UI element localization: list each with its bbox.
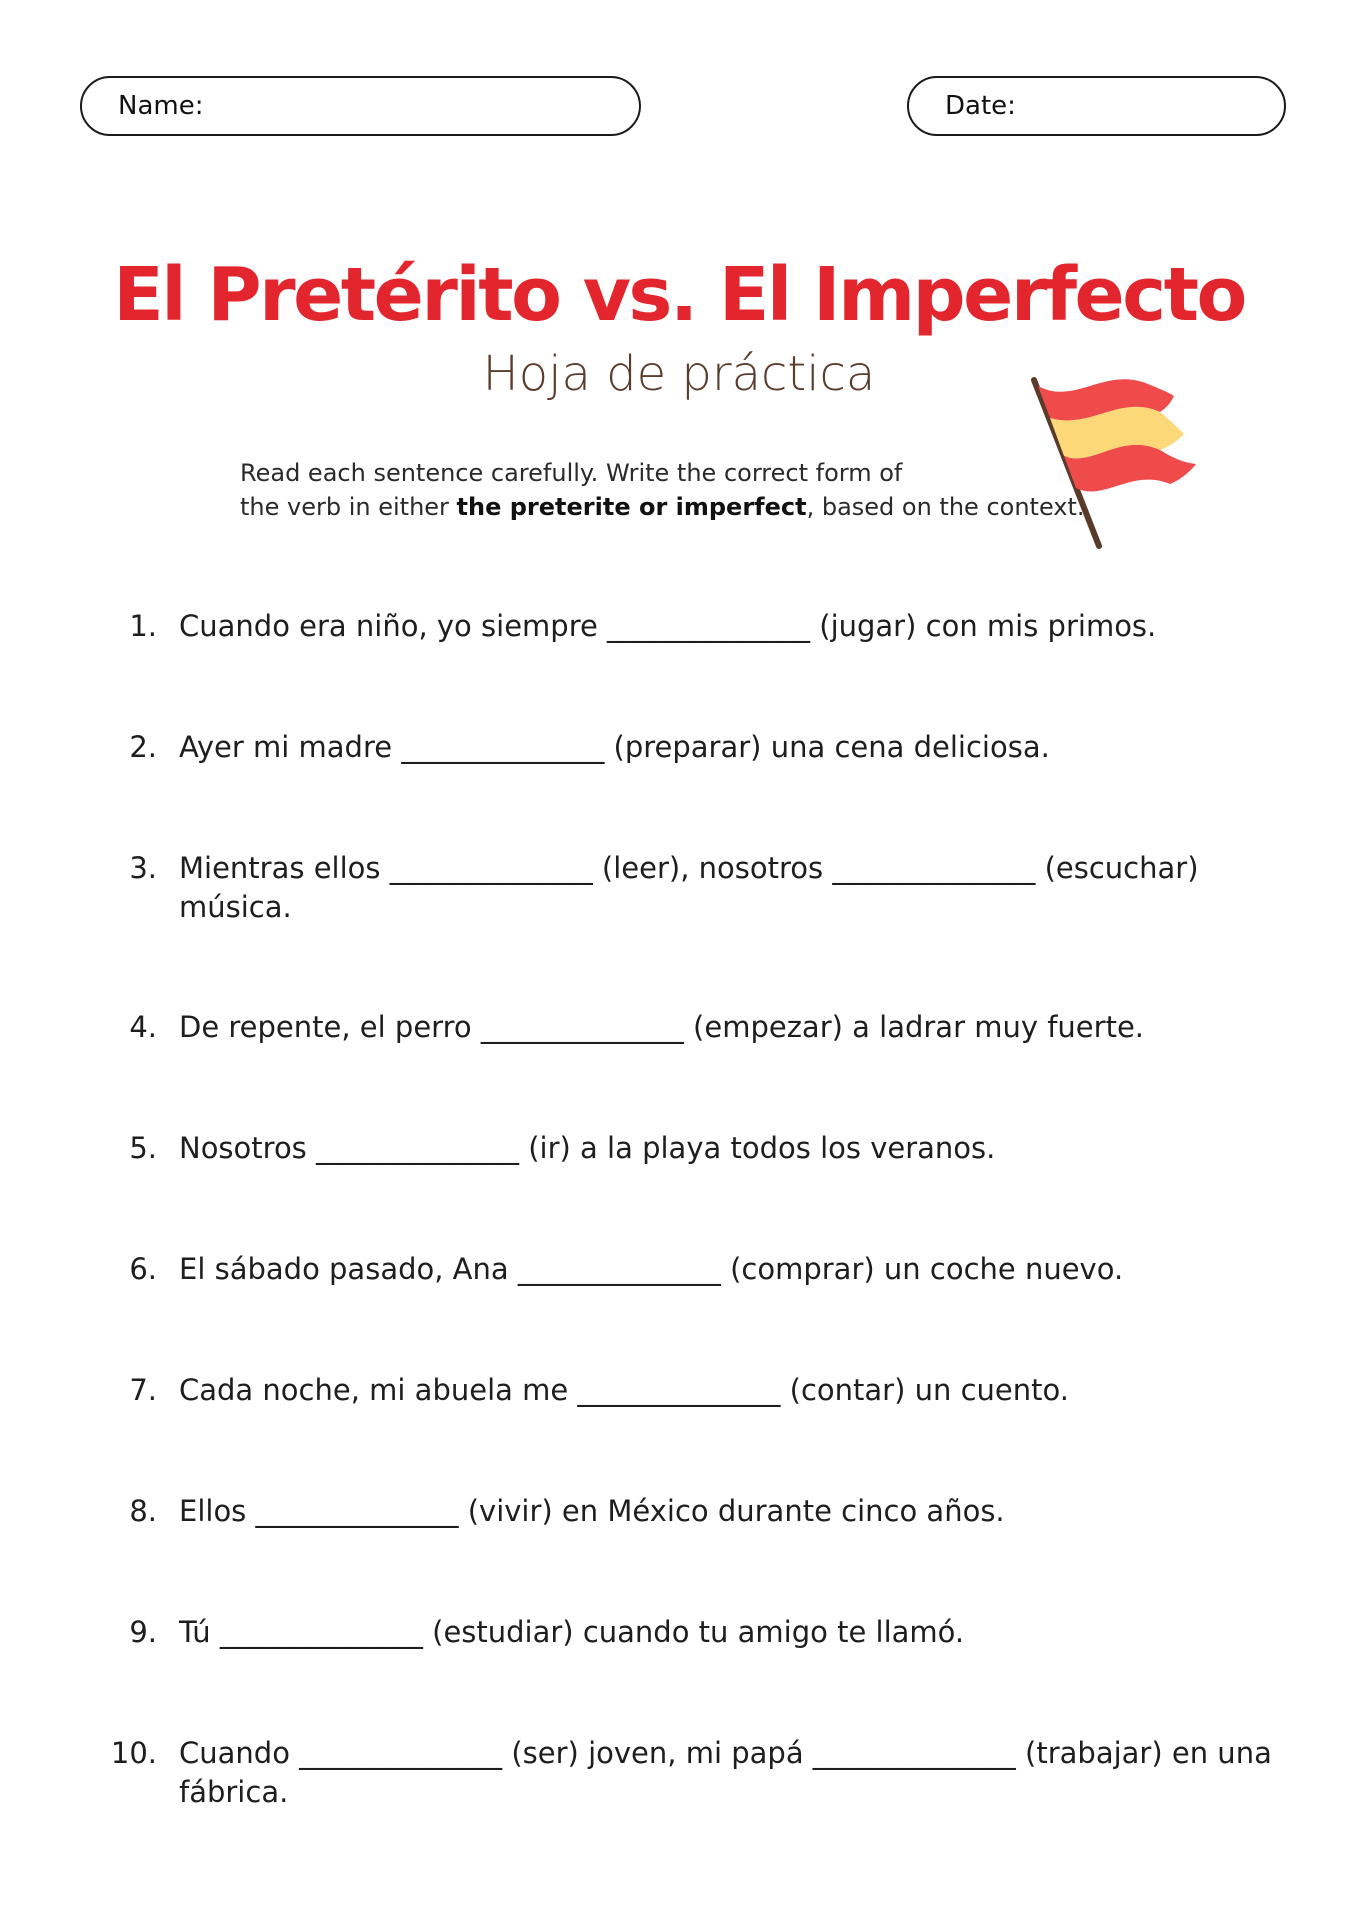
name-label: Name: [118, 91, 204, 121]
question-number: 2. [129, 730, 157, 764]
question-number: 10. [110, 1736, 157, 1770]
question-number: 7. [129, 1373, 157, 1407]
instructions-line-2 [240, 490, 1120, 524]
question-text: El sábado pasado, Ana ______________ (comprar) un coche nuevo. [179, 1252, 1124, 1286]
instructions [240, 456, 1120, 524]
name-field[interactable] [80, 76, 641, 136]
question-number: 6. [129, 1252, 157, 1286]
question-text: De repente, el perro ______________ (empezar) a ladrar muy fuerte. [179, 1010, 1145, 1044]
instructions-line-2-end: , based on the context. [806, 493, 1085, 521]
question-text: Mientras ellos ______________ (leer), nosotros ______________ (escuchar) música. [179, 851, 1199, 924]
question-text: Tú ______________ (estudiar) cuando tu amigo te llamó. [179, 1615, 965, 1649]
question-text: Cuando ______________ (ser) joven, mi papá ______________ (trabajar) en una fábrica. [179, 1736, 1272, 1809]
question-text: Cada noche, mi abuela me ______________ (contar) un cuento. [179, 1373, 1069, 1407]
question-text: Cuando era niño, yo siempre ______________ (jugar) con mis primos. [179, 609, 1157, 643]
page-subtitle: Hoja de práctica [482, 346, 876, 402]
question-text: Ayer mi madre ______________ (preparar) una cena deliciosa. [179, 730, 1050, 764]
instructions-line-2-start: the verb in either [240, 493, 457, 521]
date-field[interactable] [907, 76, 1286, 136]
question-number: 4. [129, 1010, 157, 1044]
question-number: 1. [129, 609, 157, 643]
question-text: Nosotros ______________ (ir) a la playa todos los veranos. [179, 1131, 996, 1165]
page-title: El Pretérito vs. El Imperfecto [113, 252, 1245, 338]
question-number: 3. [129, 851, 157, 885]
question-number: 5. [129, 1131, 157, 1165]
question-number: 8. [129, 1494, 157, 1528]
date-label: Date: [945, 91, 1016, 121]
question-number: 9. [129, 1615, 157, 1649]
instructions-line-1: Read each sentence carefully. Write the correct form of [240, 459, 903, 487]
question-text: Ellos ______________ (vivir) en México durante cinco años. [179, 1494, 1005, 1528]
instructions-emphasis: the preterite or imperfect [456, 493, 807, 521]
